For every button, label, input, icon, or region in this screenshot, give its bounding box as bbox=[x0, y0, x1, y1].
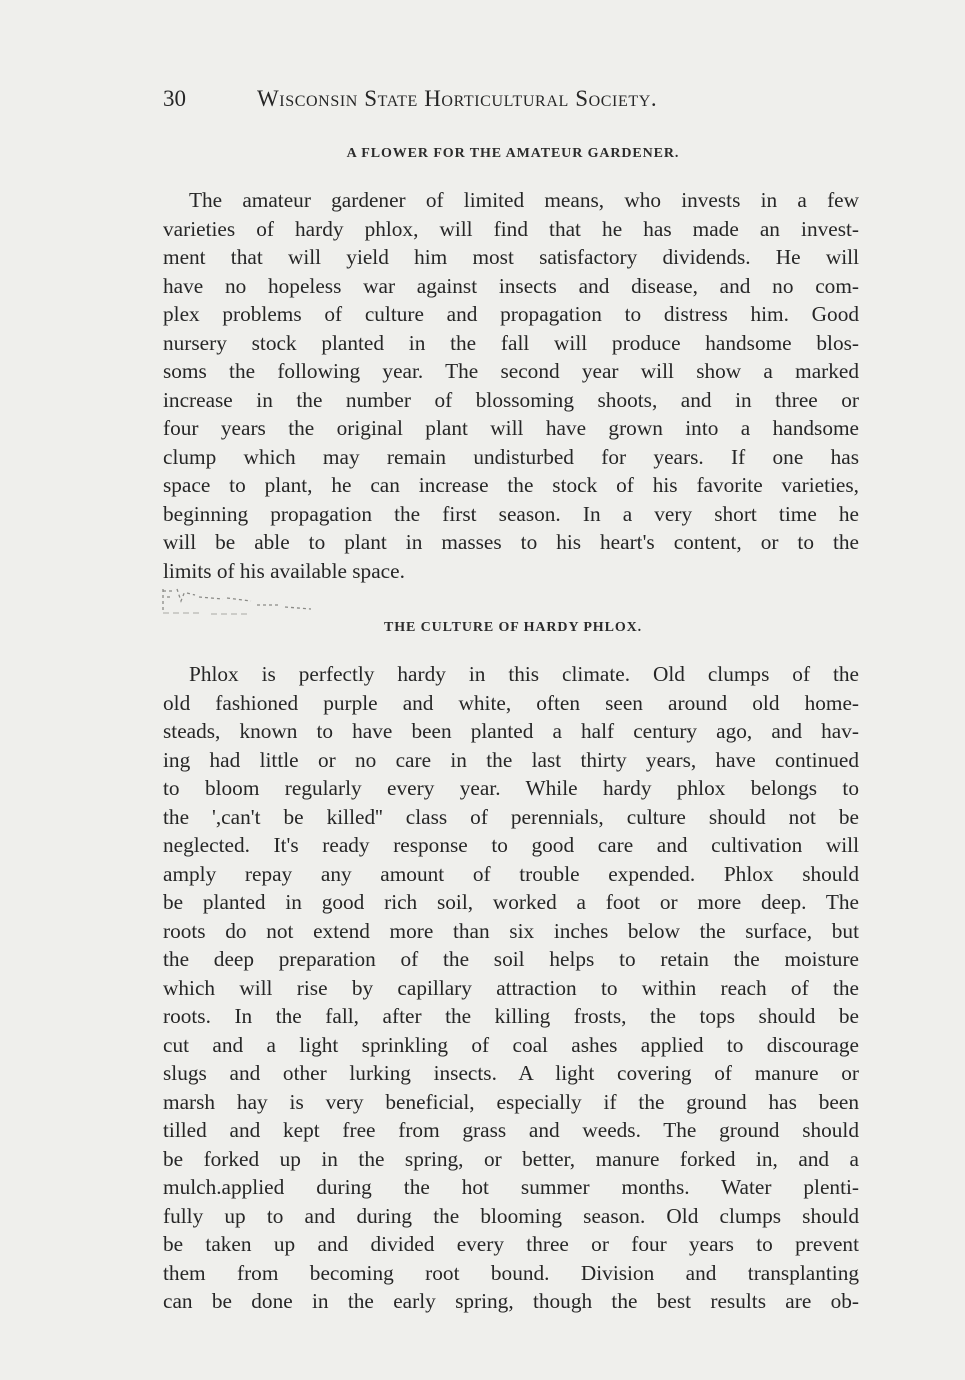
text-line: Phlox is perfectly hardy in this climate. Old clumps of the bbox=[189, 662, 859, 686]
text-line: limits of his available space. bbox=[163, 558, 405, 583]
text-line: varieties of hardy phlox, will find that he has made an invest- bbox=[163, 216, 859, 241]
text-line: to bloom regularly every year. While hardy phlox belongs to bbox=[163, 776, 859, 800]
text-line: cut and a light sprinkling of coal ashes applied to discourage bbox=[163, 1032, 859, 1057]
text-line: mulch.applied during the hot summer months. Water plenti- bbox=[163, 1175, 859, 1199]
text-line: The amateur gardener of limited means, who invests in a few bbox=[189, 188, 859, 212]
text-line: them from becoming root bound. Division and transplanting bbox=[163, 1260, 859, 1285]
text-line: which will rise by capillary attraction to within reach of the bbox=[163, 975, 859, 1000]
text-line: clump which may remain undisturbed for years. If one has bbox=[163, 444, 859, 469]
paragraph-culture bbox=[163, 660, 859, 1316]
text-line: fully up to and during the blooming season. Old clumps should bbox=[163, 1203, 859, 1228]
ink-smudge bbox=[161, 583, 321, 617]
text-line: old fashioned purple and white, often seen around old home- bbox=[163, 690, 859, 715]
text-line: amply repay any amount of trouble expended. Phlox should bbox=[163, 861, 859, 886]
journal-title: Wisconsin State Horticultural Society. bbox=[257, 86, 658, 111]
text-line: can be done in the early spring, though the best results are ob- bbox=[163, 1289, 859, 1313]
text-line: space to plant, he can increase the stock of his favorite varieties, bbox=[163, 473, 859, 497]
text-line: beginning propagation the first season. In a very short time he bbox=[163, 501, 859, 526]
text-line: steads, known to have been planted a half century ago, and hav- bbox=[163, 719, 859, 743]
text-line: be forked up in the spring, or better, manure forked in, and a bbox=[163, 1146, 859, 1171]
text-line: soms the following year. The second year will show a marked bbox=[163, 359, 859, 383]
text-line: neglected. It's ready response to good care and cultivation will bbox=[163, 833, 859, 857]
paragraph-flower bbox=[163, 186, 859, 585]
text-line: be taken up and divided every three or four years to prevent bbox=[163, 1232, 859, 1256]
text-line: roots do not extend more than six inches below the surface, but bbox=[163, 918, 859, 943]
text-line: roots. In the fall, after the killing frosts, the tops should be bbox=[163, 1004, 859, 1028]
section-heading-flower: A FLOWER FOR THE AMATEUR GARDENER. bbox=[346, 146, 680, 161]
text-line: the deep preparation of the soil helps to retain the moisture bbox=[163, 947, 859, 971]
running-head bbox=[163, 84, 863, 114]
text-line: ing had little or no care in the last thirty years, have continued bbox=[163, 747, 859, 772]
text-line: ment that will yield him most satisfactory dividends. He will bbox=[163, 245, 859, 269]
section-heading-culture: THE CULTURE OF HARDY PHLOX. bbox=[383, 620, 643, 635]
text-line: marsh hay is very beneficial, especially if the ground has been bbox=[163, 1089, 859, 1114]
text-line: will be able to plant in masses to his heart's content, or to the bbox=[163, 530, 859, 554]
text-line: plex problems of culture and propagation to distress him. Good bbox=[163, 302, 859, 326]
page-number: 30 bbox=[163, 86, 186, 111]
text-line: nursery stock planted in the fall will produce handsome blos- bbox=[163, 330, 859, 355]
text-line: the ',can't be killed'' class of perennials, culture should not be bbox=[163, 804, 859, 829]
text-line: increase in the number of blossoming shoots, and in three or bbox=[163, 387, 859, 412]
text-line: have no hopeless war against insects and disease, and no com- bbox=[163, 273, 859, 298]
text-line: tilled and kept free from grass and weeds. The ground should bbox=[163, 1118, 859, 1142]
text-line: be planted in good rich soil, worked a foot or more deep. The bbox=[163, 890, 859, 914]
text-line: slugs and other lurking insects. A light covering of manure or bbox=[163, 1061, 859, 1085]
text-line: four years the original plant will have grown into a handsome bbox=[163, 416, 859, 440]
